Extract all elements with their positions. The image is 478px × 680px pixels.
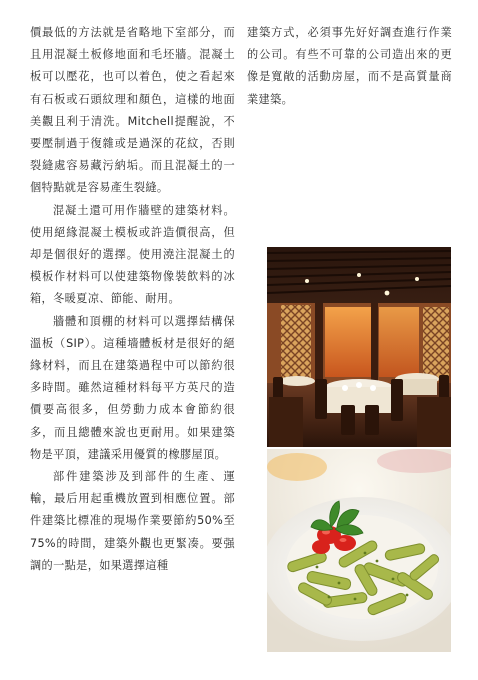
paragraph-4: 部件建築涉及到部件的生產、運輸，最后用起重機放置到相應位置。部件建築比標准的現場作業要節約50%至75%的時間，建築外觀也更緊凑。要强調的一點是，如果選擇這種 [30, 470, 235, 572]
pasta-dish-photo [267, 449, 451, 652]
paragraph-2: 混凝土還可用作牆壁的建築材料。使用絕緣混凝土模板或許造價很高，但却是個很好的選擇。使用澆注混凝土的模板作材料可以使建築物像裝飲料的冰箱，冬暖夏凉、節能、耐用。 [30, 203, 235, 306]
left-text-column [30, 22, 235, 577]
pasta-photo-drawing [267, 449, 451, 652]
paragraph-3: 牆體和頂棚的材料可以選擇結構保溫板（SIP）。這種墻體板材是很好的絕緣材料，而且在建築過程中可以節約很多時間。雖然這種材料每平方英尺的造價要高很多，但勞動力成本會節約很多，而且總體來說也更耐用。如果建築物是平頂，建議采用優質的橡膠屋頂。 [30, 314, 235, 461]
restaurant-interior-photo [267, 247, 451, 447]
right-text-column [247, 22, 452, 111]
paragraph-1: 價最低的方法就是省略地下室部分，而且用混凝土板修地面和毛坯牆。混凝土板可以壓花，也可以着色，使之看起來有石板或石頭紋理和顏色，這樣的地面美觀且利于清洗。Mitchell提醒說，不要壓制過于復雜或是過深的花紋，否則裂縫處容易藏污納垢。而且混凝土的一個特點就是容易產生裂縫。 [30, 26, 235, 195]
paragraph-5: 建築方式，必須事先好好調查進行作業的公司。有些不可靠的公司造出來的更像是寬敞的活動房屋，而不是高質量商業建築。 [247, 26, 452, 106]
restaurant-photo-drawing [267, 247, 451, 447]
